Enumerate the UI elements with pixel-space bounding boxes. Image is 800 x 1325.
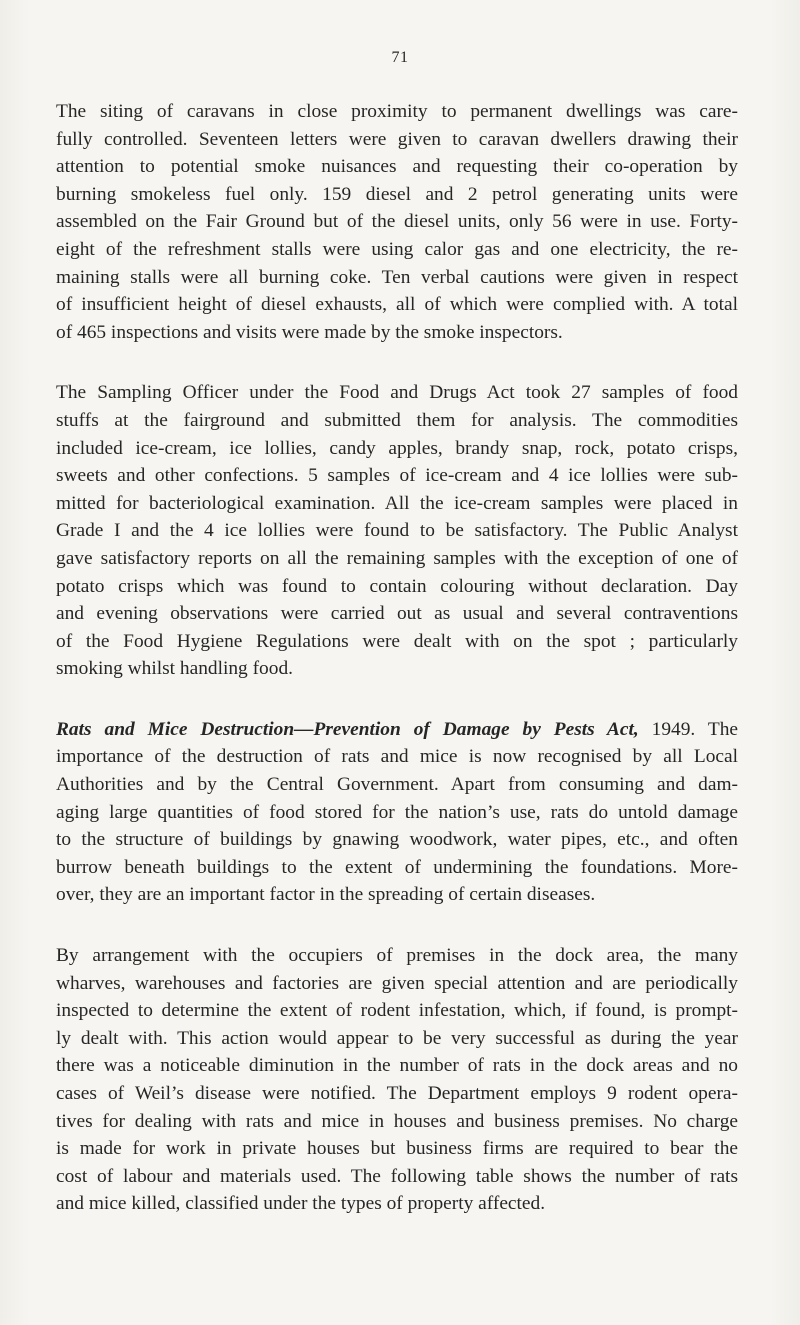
text-line: stuffs at the fairground and submitted them for analysis. The commodities xyxy=(56,409,738,431)
text-line: cost of labour and materials used. The following table shows the number of rats xyxy=(56,1165,738,1187)
paragraph-rats-and-mice xyxy=(56,716,738,909)
text-line: sweets and other confections. 5 samples of ice-cream and 4 ice lollies were sub- xyxy=(56,465,738,487)
text-line: gave satisfactory reports on all the remaining samples with the exception of one of xyxy=(56,547,738,569)
text-line: ly dealt with. This action would appear to be very successful as during the year xyxy=(56,1027,738,1049)
text-line: there was a noticeable diminution in the number of rats in the dock areas and no xyxy=(56,1055,738,1077)
page-number: 71 xyxy=(391,49,409,66)
text-line: Authorities and by the Central Government. Apart from consuming and dam- xyxy=(56,774,738,796)
text-line: The siting of caravans in close proximity to permanent dwellings was care- xyxy=(56,101,738,122)
heading-line-rest: 1949. The xyxy=(638,718,739,740)
paragraph-food-sampling xyxy=(56,379,738,683)
text-line: By arrangement with the occupiers of premises in the dock area, the many xyxy=(56,945,738,967)
text-line: The Sampling Officer under the Food and Drugs Act took 27 samples of food xyxy=(56,382,738,404)
text-line: to the structure of buildings by gnawing woodwork, water pipes, etc., and often xyxy=(56,829,738,851)
text-line: fully controlled. Seventeen letters were given to caravan dwellers drawing their xyxy=(56,128,738,150)
text-line: smoking whilst handling food. xyxy=(56,658,293,680)
text-line: and mice killed, classified under the types of property affected. xyxy=(56,1193,546,1215)
text-line xyxy=(56,716,738,744)
text-line: burning smokeless fuel only. 159 diesel and 2 petrol generating units were xyxy=(56,183,738,205)
section-heading: Rats and Mice Destruction—Prevention of Damage by Pests Act, xyxy=(56,718,639,740)
text-line: is made for work in private houses but business firms are required to bear the xyxy=(56,1138,738,1160)
text-line: burrow beneath buildings to the extent of undermining the foundations. More- xyxy=(56,856,738,878)
text-line: maining stalls were all burning coke. Ten verbal cautions were given in respect xyxy=(56,266,738,288)
paragraph-smoke-control xyxy=(56,98,738,346)
text-line: of 465 inspections and visits were made by the smoke inspectors. xyxy=(56,321,563,343)
text-line: importance of the destruction of rats and mice is now recognised by all Local xyxy=(56,746,738,768)
text-line: of insufficient height of diesel exhausts, all of which were complied with. A total xyxy=(56,294,738,316)
text-line: of the Food Hygiene Regulations were dealt with on the spot ; particularly xyxy=(56,630,738,652)
body-text xyxy=(56,98,738,1251)
text-line: cases of Weil’s disease were notified. The Department employs 9 rodent opera- xyxy=(56,1083,738,1104)
text-line: eight of the refreshment stalls were using calor gas and one electricity, the re- xyxy=(56,238,738,260)
text-line: tives for dealing with rats and mice in houses and business premises. No charge xyxy=(56,1110,738,1132)
text-line: assembled on the Fair Ground but of the diesel units, only 56 were in use. Forty- xyxy=(56,211,738,233)
text-line: wharves, warehouses and factories are given special attention and are periodically xyxy=(56,972,738,994)
text-line: included ice-cream, ice lollies, candy apples, brandy snap, rock, potato crisps, xyxy=(56,437,738,459)
text-line: and evening observations were carried out as usual and several contraventions xyxy=(56,603,738,625)
text-line: aging large quantities of food stored for the nation’s use, rats do untold damage xyxy=(56,801,738,823)
text-line: mitted for bacteriological examination. All the ice-cream samples were placed in xyxy=(56,492,738,514)
text-line: potato crisps which was found to contain colouring without declaration. Day xyxy=(56,575,738,597)
text-line: attention to potential smoke nuisances and requesting their co-operation by xyxy=(56,156,738,178)
text-line: Grade I and the 4 ice lollies were found to be satisfactory. The Public Analyst xyxy=(56,520,738,542)
paragraph-dock-area xyxy=(56,942,738,1218)
text-line: inspected to determine the extent of rodent infestation, which, if found, is prompt- xyxy=(56,1000,738,1022)
text-line: over, they are an important factor in the spreading of certain diseases. xyxy=(56,884,596,906)
